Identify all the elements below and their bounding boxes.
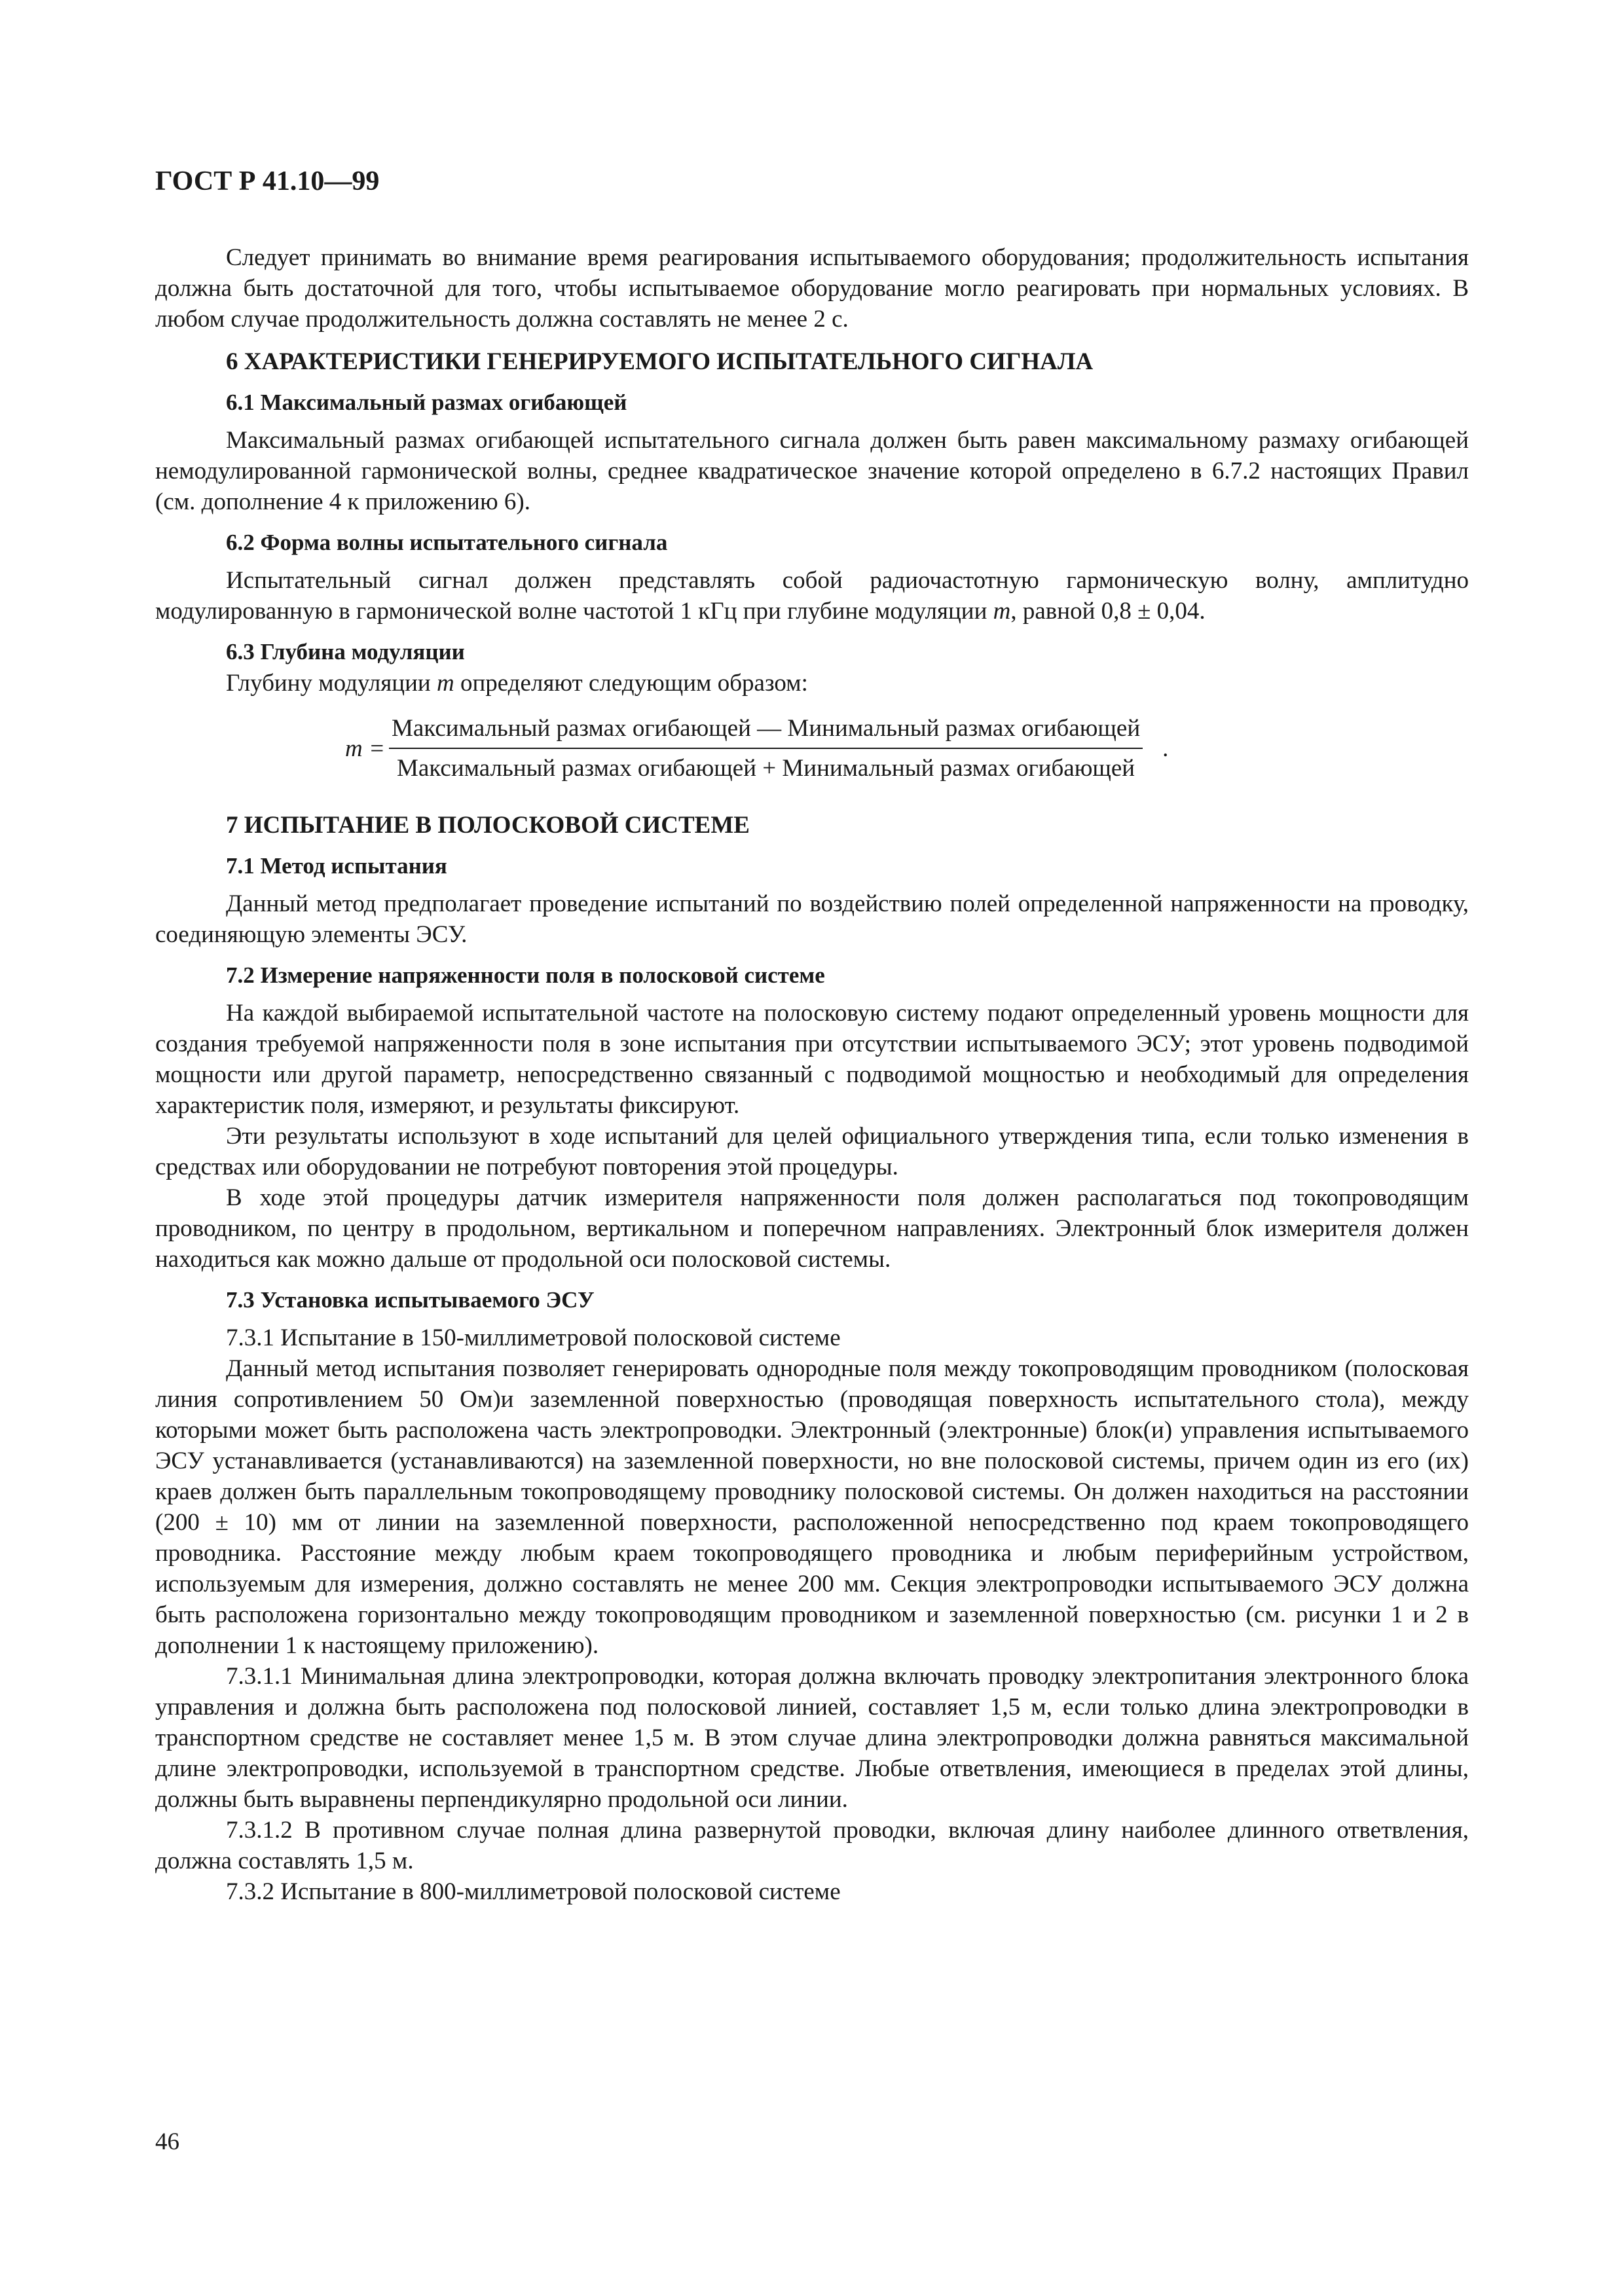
section-7-1-paragraph: Данный метод предполагает проведение испытаний по воздействию полей определенной напряженности на проводку, соединяющую элементы ЭСУ. bbox=[155, 890, 1469, 948]
formula-fraction bbox=[389, 713, 1143, 784]
section-6-2-heading: 6.2 Форма волны испытательного сигнала bbox=[226, 530, 668, 555]
formula-numerator: Максимальный размах огибающей — Минимальный размах огибающей bbox=[389, 713, 1143, 749]
formula-lhs: m = bbox=[345, 735, 385, 762]
section-7-2-paragraph-2: Эти результаты используют в ходе испытаний для целей официального утверждения типа, если только изменения в средствах или оборудовании не потребуют повторения этой процедуры. bbox=[155, 1123, 1469, 1180]
section-7-2-paragraph-3: В ходе этой процедуры датчик измерителя напряженности поля должен располагаться под токопроводящим проводником, по центру в продольном, вертикальном и поперечном направлениях. Электронный блок измерителя должен находиться как можно дальше от продольной оси полосковой системы. bbox=[155, 1184, 1469, 1273]
page-number: 46 bbox=[155, 2128, 179, 2155]
section-7-heading: 7 ИСПЫТАНИЕ В ПОЛОСКОВОЙ СИСТЕМЕ bbox=[226, 812, 750, 839]
section-7-3-1-1-paragraph: 7.3.1.1 Минимальная длина электропроводки, которая должна включать проводку электропитания электронного блока управления и должна быть расположена под полосковой линией, составляет 1,5 м, если только длина электропроводки в транспортном средстве не составляет менее 1,5 м. В этом случае длина электропроводки должна равняться максимальной длине электропроводки, используемой в транспортном средстве. Любые ответвления, имеющиеся в пределах этой длины, должны быть выравнены перпендикулярно продольной оси линии. bbox=[155, 1663, 1469, 1813]
section-7-3-1-2-paragraph: 7.3.1.2 В противном случае полная длина развернутой проводки, включая длину наиболее длинного ответвления, должна составлять 1,5 м. bbox=[155, 1817, 1469, 1874]
section-7-3-2-title: 7.3.2 Испытание в 800-миллиметровой полосковой системе bbox=[226, 1878, 841, 1905]
modulation-depth-formula bbox=[345, 713, 1469, 784]
section-7-1-heading: 7.1 Метод испытания bbox=[226, 853, 447, 879]
intro-paragraph: Следует принимать во внимание время реагирования испытываемого оборудования; продолжительность испытания должна быть достаточной для того, чтобы испытываемое оборудование могло реагировать при нормальных условиях. В любом случае продолжительность должна составлять не менее 2 с. bbox=[155, 244, 1469, 333]
section-6-1-paragraph: Максимальный размах огибающей испытательного сигнала должен быть равен максимальному размаху огибающей немодулированной гармонической волны, среднее квадратическое значение которой определено в 6.7.2 настоящих Правил (см. дополнение 4 к приложению 6). bbox=[155, 427, 1469, 515]
text-span: Глубину модуляции bbox=[226, 670, 437, 697]
section-6-heading: 6 ХАРАКТЕРИСТИКИ ГЕНЕРИРУЕМОГО ИСПЫТАТЕЛЬНОГО СИГНАЛА bbox=[226, 348, 1094, 375]
variable-m: m bbox=[436, 670, 454, 697]
section-6-1-heading: 6.1 Максимальный размах огибающей bbox=[226, 390, 627, 415]
section-7-3-heading: 7.3 Установка испытываемого ЭСУ bbox=[226, 1287, 595, 1313]
section-7-2-paragraph-1: На каждой выбираемой испытательной частоте на полосковую систему подают определенный уровень мощности для создания требуемой напряженности поля в зоне испытания при отсутствии испытываемого ЭСУ; этот уровень подводимой мощности или другой параметр, непосредственно связанный с подводимой мощностью и необходимый для определения характеристик поля, измеряют, и результаты фиксируют. bbox=[155, 1000, 1469, 1119]
section-6-2-paragraph bbox=[155, 565, 1469, 627]
text-span: Испытательный сигнал должен представлять собой радиочастотную гармоническую волну, амплитудно модулированную в гармонической волне частотой 1 кГц при глубине модуляции bbox=[155, 567, 1469, 625]
document-body bbox=[155, 242, 1469, 1907]
section-6-3-paragraph bbox=[155, 668, 1469, 699]
formula-denominator: Максимальный размах огибающей + Минимальный размах огибающей bbox=[397, 755, 1135, 782]
formula-terminator: . bbox=[1162, 735, 1169, 762]
section-7-3-1-title: 7.3.1 Испытание в 150-миллиметровой полосковой системе bbox=[226, 1324, 841, 1351]
section-7-2-heading: 7.2 Измерение напряженности поля в полосковой системе bbox=[226, 962, 825, 988]
text-span: определяют следующим образом: bbox=[454, 670, 808, 697]
section-6-3-heading: 6.3 Глубина модуляции bbox=[226, 639, 465, 665]
section-7-3-1-paragraph: Данный метод испытания позволяет генерировать однородные поля между токопроводящим проводником (полосковая линия сопротивлением 50 Ом)и заземленной поверхностью (проводящая поверхность испытательного стола), между которыми может быть расположена часть электропроводки. Электронный (электронные) блок(и) управления испытываемого ЭСУ устанавливается (устанавливаются) на заземленной поверхности, но вне полосковой системы, причем один из его (их) краев должен быть параллельным токопроводящему проводнику полосковой системы. Он должен находиться на расстоянии (200 ± 10) мм от линии на заземленной поверхности, расположенной непосредственно под краем токопроводящего проводника. Расстояние между любым краем токопроводящего проводника и любым периферийным устройством, используемым для измерения, должно составлять не менее 200 мм. Секция электропроводки испытываемого ЭСУ должна быть расположена горизонтально между токопроводящим проводником и заземленной поверхностью (см. рисунки 1 и 2 в дополнении 1 к настоящему приложению). bbox=[155, 1355, 1469, 1659]
document-code-header: ГОСТ Р 41.10—99 bbox=[155, 166, 380, 196]
variable-m: m bbox=[993, 598, 1011, 625]
text-span: , равной 0,8 ± 0,04. bbox=[1010, 598, 1206, 625]
